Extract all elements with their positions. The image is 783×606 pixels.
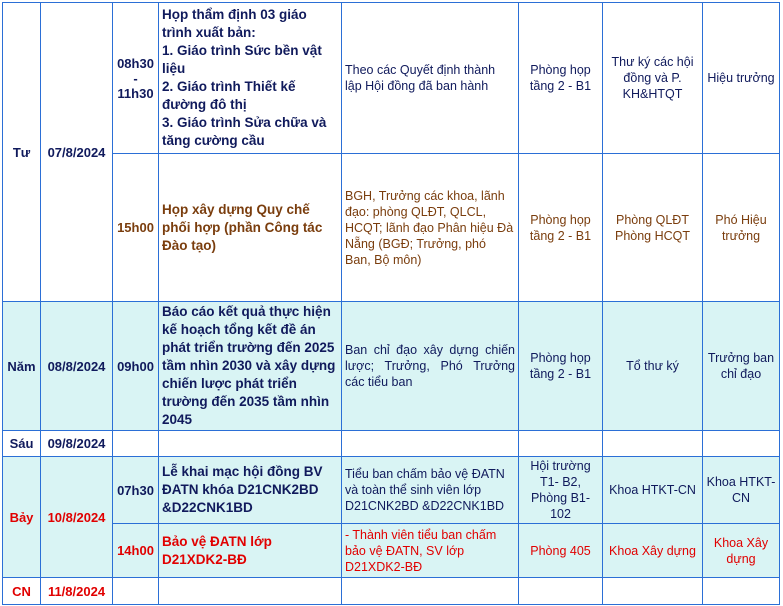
- time-cell: 07h30: [113, 457, 159, 524]
- empty-cell: [113, 578, 159, 605]
- prepared-by-cell: Khoa Xây dựng: [603, 524, 703, 578]
- participants-cell: Theo các Quyết định thành lập Hội đồng đã ban hành: [342, 3, 519, 154]
- day-cell: Năm: [3, 302, 41, 431]
- table-row: [3, 154, 780, 302]
- table-row: [3, 578, 780, 605]
- date-cell: 10/8/2024: [41, 457, 113, 578]
- empty-cell: [342, 578, 519, 605]
- empty-cell: [519, 431, 603, 457]
- day-cell: Sáu: [3, 431, 41, 457]
- chair-cell: Phó Hiệu trưởng: [703, 154, 780, 302]
- time-cell: 14h00: [113, 524, 159, 578]
- time-cell: 09h00: [113, 302, 159, 431]
- empty-cell: [603, 431, 703, 457]
- empty-cell: [342, 431, 519, 457]
- date-cell: 08/8/2024: [41, 302, 113, 431]
- empty-cell: [519, 578, 603, 605]
- chair-cell: Trưởng ban chỉ đạo: [703, 302, 780, 431]
- chair-cell: Hiệu trưởng: [703, 3, 780, 154]
- table-row: [3, 431, 780, 457]
- date-cell: 09/8/2024: [41, 431, 113, 457]
- table-row: [3, 457, 780, 524]
- prepared-by-cell: Khoa HTKT-CN: [603, 457, 703, 524]
- table-row: [3, 524, 780, 578]
- time-cell: 08h30 - 11h30: [113, 3, 159, 154]
- prepared-by-cell: Tổ thư ký: [603, 302, 703, 431]
- empty-cell: [703, 578, 780, 605]
- content-cell: Bảo vệ ĐATN lớp D21XDK2-BĐ: [159, 524, 342, 578]
- content-cell: Họp thẩm định 03 giáo trình xuất bản: 1. Giáo trình Sức bền vật liệu 2. Giáo trình Thiết kế đường đô thị 3. Giáo trình Sửa chữa và tăng cường cầu: [159, 3, 342, 154]
- place-cell: Phòng họp tầng 2 - B1: [519, 154, 603, 302]
- participants-cell: Tiểu ban chấm bảo vệ ĐATN và toàn thể sinh viên lớp D21CNK2BD &D22CNK1BD: [342, 457, 519, 524]
- table-row: [3, 302, 780, 431]
- table-row: [3, 3, 780, 154]
- empty-cell: [113, 431, 159, 457]
- day-cell: Bảy: [3, 457, 41, 578]
- place-cell: Hội trường T1- B2, Phòng B1-102: [519, 457, 603, 524]
- empty-cell: [159, 578, 342, 605]
- place-cell: Phòng họp tầng 2 - B1: [519, 302, 603, 431]
- chair-cell: Khoa Xây dựng: [703, 524, 780, 578]
- prepared-by-cell: Phòng QLĐT Phòng HCQT: [603, 154, 703, 302]
- date-cell: 07/8/2024: [41, 3, 113, 302]
- time-cell: 15h00: [113, 154, 159, 302]
- empty-cell: [159, 431, 342, 457]
- date-cell: 11/8/2024: [41, 578, 113, 605]
- content-cell: Báo cáo kết quả thực hiện kế hoạch tổng kết đề án phát triển trường đến 2025 tầm nhìn 2030 và xây dựng chiến lược phát triển trường đến 2035 tầm nhìn 2045: [159, 302, 342, 431]
- chair-cell: Khoa HTKT-CN: [703, 457, 780, 524]
- day-cell: Tư: [3, 3, 41, 302]
- content-cell: Lễ khai mạc hội đồng BV ĐATN khóa D21CNK2BD &D22CNK1BD: [159, 457, 342, 524]
- day-cell: CN: [3, 578, 41, 605]
- participants-cell: BGH, Trưởng các khoa, lãnh đạo: phòng QLĐT, QLCL, HCQT; lãnh đạo Phân hiệu Đà Nẵng (BGĐ; Trưởng, phó Ban, Bộ môn): [342, 154, 519, 302]
- place-cell: Phòng họp tầng 2 - B1: [519, 3, 603, 154]
- schedule-table: [2, 2, 780, 605]
- empty-cell: [603, 578, 703, 605]
- place-cell: Phòng 405: [519, 524, 603, 578]
- empty-cell: [703, 431, 780, 457]
- participants-cell: - Thành viên tiểu ban chấm bảo vệ ĐATN, SV lớp D21XDK2-BĐ: [342, 524, 519, 578]
- content-cell: Họp xây dựng Quy chế phối hợp (phần Công tác Đào tạo): [159, 154, 342, 302]
- participants-cell: Ban chỉ đạo xây dựng chiến lược; Trưởng, Phó Trưởng các tiểu ban: [342, 302, 519, 431]
- prepared-by-cell: Thư ký các hội đồng và P. KH&HTQT: [603, 3, 703, 154]
